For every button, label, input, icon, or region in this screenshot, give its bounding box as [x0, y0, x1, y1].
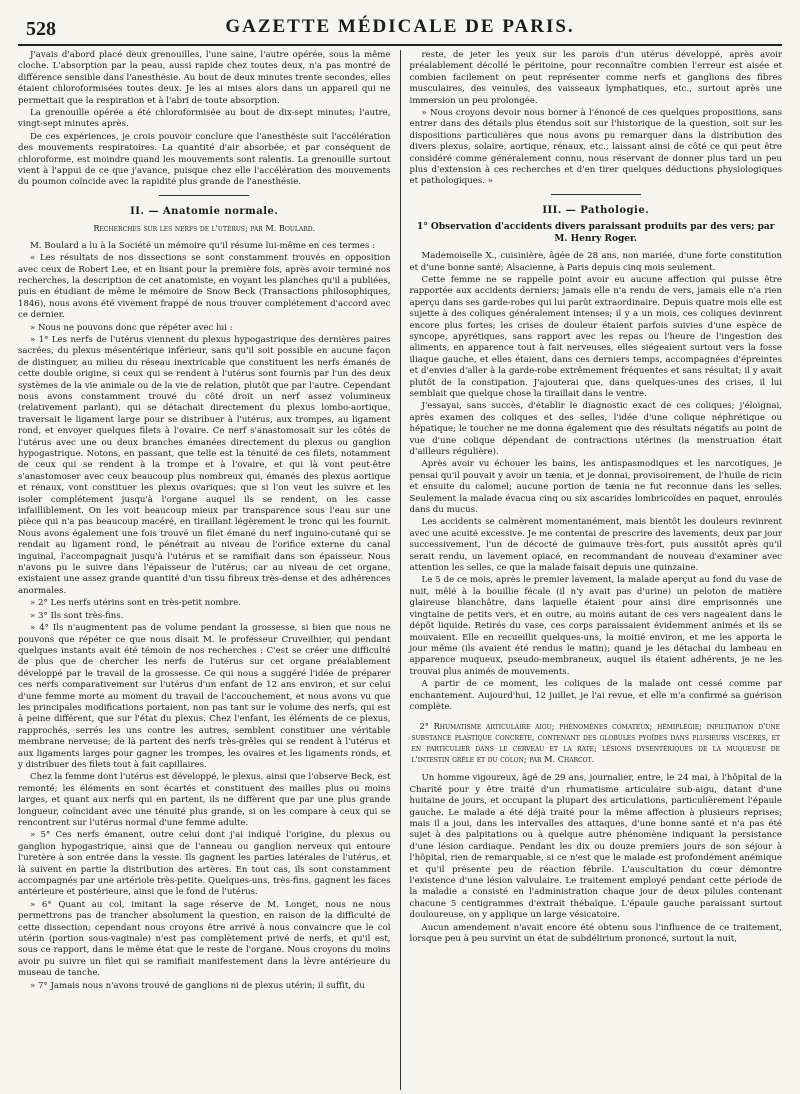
- paragraph: Les accidents se calmèrent momentanément, mais bientôt les douleurs revinrent avec une acuité excessive. Je me contentai de prescrire des lavements, deux par jour successivement, l'un de décocté de guimauve très-fort, puis aussitôt après qu'il serait rendu, un lavement opiacé, en recommandant de nouveau d'examiner avec attention les selles, ce que la malade faisait depuis une quinzaine.: [409, 517, 782, 574]
- paragraph: De ces expériences, je crois pouvoir conclure que l'anesthésie suit l'accélération des mouvements respiratoires. La quantité d'air absorbée, et par conséquent de chloroforme, est moindre quand les mouvements sont ralentis. La grenouille surtout vient à l'appui de ce que j'avance, puisque chez elle l'accélération des mouvements du poumon coïncide avec la rapidité plus grande de l'anesthésie.: [18, 131, 391, 188]
- paragraph: M. Boulard a lu à la Société un mémoire qu'il résume lui-même en ces termes :: [30, 240, 376, 251]
- paragraph: » 5° Ces nerfs émanent, outre celui dont j'ai indiqué l'origine, du plexus ou ganglion hypogastrique, ainsi que de l'anneau ou ganglion nerveux qui entoure l'uretère à son entrée dans la vessie. Ils gagnent les parties latérales de l'utérus, et là suivent en partie la distribution des artères. En tout cas, ils sont constamment accompagnés par une artériole très-petite. Quelques-uns, très-fins, gagnent les faces antérieure et postérieure, ainsi que le fond de l'utérus.: [18, 830, 391, 898]
- paragraph: » 1° Les nerfs de l'utérus viennent du plexus hypogastrique des dernières paires sacrées, du plexus mésentérique inférieur, sans qu'il soit possible en aucune façon de distinguer, au milieu du réseau inextricable que constituent les nerfs émanés de cette double origine, si ceux qui se rendent à l'utérus sont fournis par l'un des deux systèmes de la vie animale ou de la vie de relation, plutôt que par l'autre. Cependant nous avons constamment trouvé du côté droit un nerf assez volumineux (relativement parlant), qui se détachait directement du plexus lombo-aortique, traversait le ligament large pour se distribuer à l'utérus, aux trompes, au ligament rond, et envoyer quelques filets à l'ovaire. Ce nerf s'anastomosait sur les côtés de l'utérus avec une ou deux branches émanées directement du plexus ou ganglion hypogastrique. Notons, en passant, que telle est la ténuité de ces filets, notamment de ceux qui se rendent à la trompe et à l'ovaire, et qui là vont peut-être s'anastomoser avec ceux beaucoup plus nombreux qui, émanés des plexus aortique et rénaux, vont constituer les plexus ovariques; que si l'on veut les suivre et les isoler complétement jusqu'à l'organe auquel ils se rendent, on les casse infailliblement. On les voit beaucoup mieux par transparence sous l'eau sur une pièce qui n'a pas beaucoup macéré, en tiraillant légèrement le tronc qui les fournit. Nous avons également une fois trouvé un filet émané du nerf inguino-cutané qui se rendait au ligament rond, le pénétrait au niveau de l'orifice externe du canal inguinal, l'accompagnait jusqu'à l'utérus et se ramifiait dans son épaisseur. Nous n'avons pu le suivre dans l'épaisseur de l'utérus; car au niveau de cet organe, existaient une assez grande quantité d'un tissu fibreux très-dense et des adhérences anormales.: [18, 334, 391, 596]
- section-title-anatomie: II. — Anatomie normale.: [130, 205, 279, 217]
- paragraph: Un homme vigoureux, âgé de 29 ans, journalier, entre, le 24 mai, à l'hôpital de la Charité pour y être traité d'un rhumatisme articulaire sub-aigu, datant d'une huitaine de jours, et occupant la plupart des articulations, particulièrement l'épaule gauche. Le malade a été déjà traité pour la même affection à plusieurs reprises; mais il a joui, dans les intervalles des attaques, d'une bonne santé et n'a pas été sujet à des palpitations ou à quelque autre phénomène indiquant la persistance d'une lésion cardiaque. Pendant les dix ou douze premiers jours de son séjour à l'hôpital, rien de remarquable, si ce n'est que le malade est profondément anémique et qu'il présente peu de réaction fébrile. L'auscultation du cœur démontre l'existence d'une lésion valvulaire. Le traitement employé pendant cette période de la maladie a consisté en l'administration chaque jour de deux pilules contenant chacune 5 centigrammes d'extrait thébaïque. L'épaule gauche paraissant surtout douloureuse, on y applique un large vésicatoire.: [409, 773, 782, 921]
- paragraph: Le 5 de ce mois, après le premier lavement, la malade aperçut au fond du vase de nuit, mêlé à la bouillie fécale (il n'y avait pas d'urine) un peloton de matière glaireuse blanchâtre, dans laquelle étaient pour ainsi dire emprisonnés une vingtaine de petits vers, et en outre, au moins autant de ces vers nageaient dans le dépôt liquide. Retirés du vase, ces corps paraissaient évidemment animés et ils se mouvaient. Elle en recueillit quelques-uns, la moitié environ, et me les apporta le jour même (ils avaient été rendus le matin); quand je les détachai du lambeau en apparence muqueux, pseudo-membraneux, auquel ils étaient adhérents, je ne les trouvai plus animés de mouvements.: [409, 575, 782, 677]
- paragraph: Cette femme ne se rappelle point avoir eu aucune affection qui puisse être rapportée aux accidents derniers; jamais elle n'a rendu de vers, jamais elle n'a rien aperçu dans ses garde-robes qui lui parût extraordinaire. Depuis quatre mois elle est sujette à des coliques généralement intenses; il y a un mois, ces coliques devinrent encore plus fortes; les crises de douleur étaient parfois suivies d'une espèce de syncope, apyrétiques, sans rapport avec les repas ou l'heure de l'ingestion des aliments, en apparence tout à fait nerveuses, elles siégeaient surtout vers la fosse iliaque gauche, et elles étaient, dans ces derniers temps, accompagnées d'épreintes et d'envies d'aller à la garde-robe extrêmement fréquentes et sans résultat; il y avait plutôt de la constipation. J'ajouterai que, dans quelques-unes des crises, il lui semblait que quelque chose la tiraillait dans le ventre.: [409, 274, 782, 399]
- paragraph: » 7° Jamais nous n'avons trouvé de ganglions ni de plexus utérin; il suffit, du: [30, 980, 365, 991]
- observation-1-title: 1° Observation d'accidents divers paraissant produits par des vers; par M. Henry Roger.: [416, 222, 775, 244]
- paragraph: reste, de jeter les yeux sur les parois d'un utérus développé, après avoir préalablement décollé le péritoine, pour reconnaître combien l'erreur est aisée et combien facilement on peut représenter comme nerfs et ganglions des fibres musculaires, des veinules, des vaisseaux lymphatiques, etc., surtout après une immersion un peu prolongée.: [409, 50, 782, 106]
- section-rule: [551, 194, 641, 195]
- text-columns: [18, 50, 782, 1090]
- left-column: [18, 50, 397, 1090]
- paragraph: » 6° Quant au col, imitant la sage réserve de M. Longet, nous ne nous permettrons pas de trancher absolument la question, en raison de la difficulté de cette dissection; cependant nous croyons être arrivé à nous convaincre que le col utérin (portion sous-vaginale) n'est pas complètement privé de nerfs, et qu'il est, sous ce rapport, dans le même état que le reste de l'organe. Nous croyons du moins avoir pu suivre un filet qui se ramifiait manifestement dans la lèvre antérieure du museau de tanche.: [18, 899, 391, 979]
- observation-2-title: 2° Rhumatisme articulaire aigu; phénomènes comateux; hémiplégie; infiltration d'une substance plastique concrète, contenant des globules pyoïdes dans plusieurs viscères, et en particulier dans le cerveau et la rate; lésions dysentériques de la muqueuse de l'intestin grêle et du colon; par M. Charcot.: [411, 721, 780, 765]
- section-title-pathologie: III. — Pathologie.: [542, 204, 650, 216]
- paragraph: A partir de ce moment, les coliques de la malade ont cessé comme par enchantement. Aujourd'hui, 12 juillet, je l'ai revue, et elle m'a confirmé sa guérison complète.: [409, 679, 782, 712]
- paragraph: J'avais d'abord placé deux grenouilles, l'une saine, l'autre opérée, sous la même cloche. L'absorption par la peau, aussi rapide chez toutes deux, n'a pas montré de différence sensible dans l'anesthésie. Au bout de deux minutes trente secondes, elles étaient chloroformisées toutes deux. Je les ai mises alors dans un appareil qui ne permettait que la respiration et à l'abri de toute absorption.: [18, 50, 391, 106]
- section-rule: [159, 195, 249, 196]
- paragraph: J'essayai, sans succès, d'établir le diagnostic exact de ces coliques; j'éloignai, après examen des coliques et des selles, l'idée d'une colique néphrétique ou hépatique; le toucher ne me donna également que des résultats négatifs au point de vue d'une colique dépendant de contractions utérines (la menstruation était d'ailleurs régulière).: [409, 401, 782, 457]
- paragraph: » 4° Ils n'augmentent pas de volume pendant la grossesse, si bien que nous ne pouvons que répéter ce que nous disait M. le professeur Cruveilhier, qui pendant quelques instants avait été témoin de nos recherches : C'est se créer une difficulté de plus que de chercher les nerfs de l'utérus sur cet organe préalablement développé par le travail de la grossesse. Ce qui nous a suggéré l'idée de préparer ces nerfs comparativement sur l'utérus d'un enfant de 12 ans environ, et sur celui d'une femme morte au moment du travail de l'accouchement, et nous avons vu que les principales modifications portaient, non pas tant sur le volume des nerfs, qui est à peine différent, que sur l'état du plexus. Chez l'enfant, les éléments de ce plexus, rapprochés, serrés les uns contre les autres, semblent constituer une véritable membrane nerveuse; de là partent des nerfs très-grêles qui se rendent à l'utérus et aux ligaments larges pour gagner les trompes, les ovaires et les ligaments ronds, et y distribuer des filets tout à fait capillaires.: [18, 623, 391, 770]
- subsection-title: Recherches sur les nerfs de l'utérus; par M. Boulard.: [93, 223, 316, 234]
- paragraph: Mademoiselle X., cuisinière, âgée de 28 ans, non mariée, d'une forte constitution et d'une bonne santé; Alsacienne, à Paris depuis cinq mois seulement.: [409, 251, 782, 273]
- page-header: [18, 10, 782, 46]
- paragraph: Aucun amendement n'avait encore été obtenu sous l'influence de ce traitement, lorsque peu à peu survint un état de subdélirium prononcé, surtout la nuit,: [409, 922, 782, 945]
- paragraph: » Nous ne pouvons donc que répéter avec lui :: [30, 322, 233, 333]
- right-column: [404, 50, 783, 1090]
- journal-title: GAZETTE MÉDICALE DE PARIS.: [225, 16, 575, 37]
- page-number: 528: [26, 18, 56, 40]
- column-divider: [400, 50, 401, 1090]
- paragraph: Après avoir vu échouer les bains, les antispasmodiques et les narcotiques, je pensai qu'il pouvait y avoir un tænia, et je donnai, provisoirement, de l'huile de ricin et ensuite du calomel; aucune portion de tænia ne fut reconnue dans les selles. Seulement la malade évacua cinq ou six ascarides lombricoïdes en paquet, enroulés dans du mucus.: [409, 459, 782, 516]
- paragraph: » Nous croyons devoir nous borner à l'énoncé de ces quelques propositions, sans entrer dans des détails plus étendus soit sur l'historique de la question, soit sur les dispositions particulières que nous avons pu remarquer dans la distribution des divers plexus, solaire, aortique, rénaux, etc., laissant ainsi de côté ce qui peut être considéré comme généralement connu, nous réservant de donner plus tard un peu plus d'extension à ces recherches et d'en tirer quelques déductions physiologiques et pathologiques. »: [409, 108, 782, 187]
- paragraph: » 3° Ils sont très-fins.: [30, 610, 124, 621]
- paragraph: » 2° Les nerfs utérins sont en très-petit nombre.: [30, 598, 241, 609]
- paragraph: La grenouille opérée a été chloroformisée au bout de dix-sept minutes; l'autre, vingt-sept minutes après.: [18, 108, 391, 130]
- paragraph: « Les résultats de nos dissections se sont constamment trouvés en opposition avec ceux de Robert Lee, et en lisant pour la première fois, après avoir terminé nos recherches, la description de cet anatomiste, en voyant les planches qu'il a publiées, puis en étudiant de même le mémoire de Snow Beck (Transactions philosophiques, 1846), nous avons été vivement frappé de nous trouver complétement d'accord avec ce dernier.: [18, 253, 391, 321]
- paragraph: Chez la femme dont l'utérus est développé, le plexus, ainsi que l'observe Beck, est remonté; les éléments en sont écartés et constituent des mailles plus ou moins larges, et quant aux nerfs qui en partent, ils ne diffèrent que par une plus grande longueur, coïncidant avec une ténuité plus grande, si on les compare à ceux qui se rencontrent sur l'utérus normal d'une femme adulte.: [18, 772, 391, 828]
